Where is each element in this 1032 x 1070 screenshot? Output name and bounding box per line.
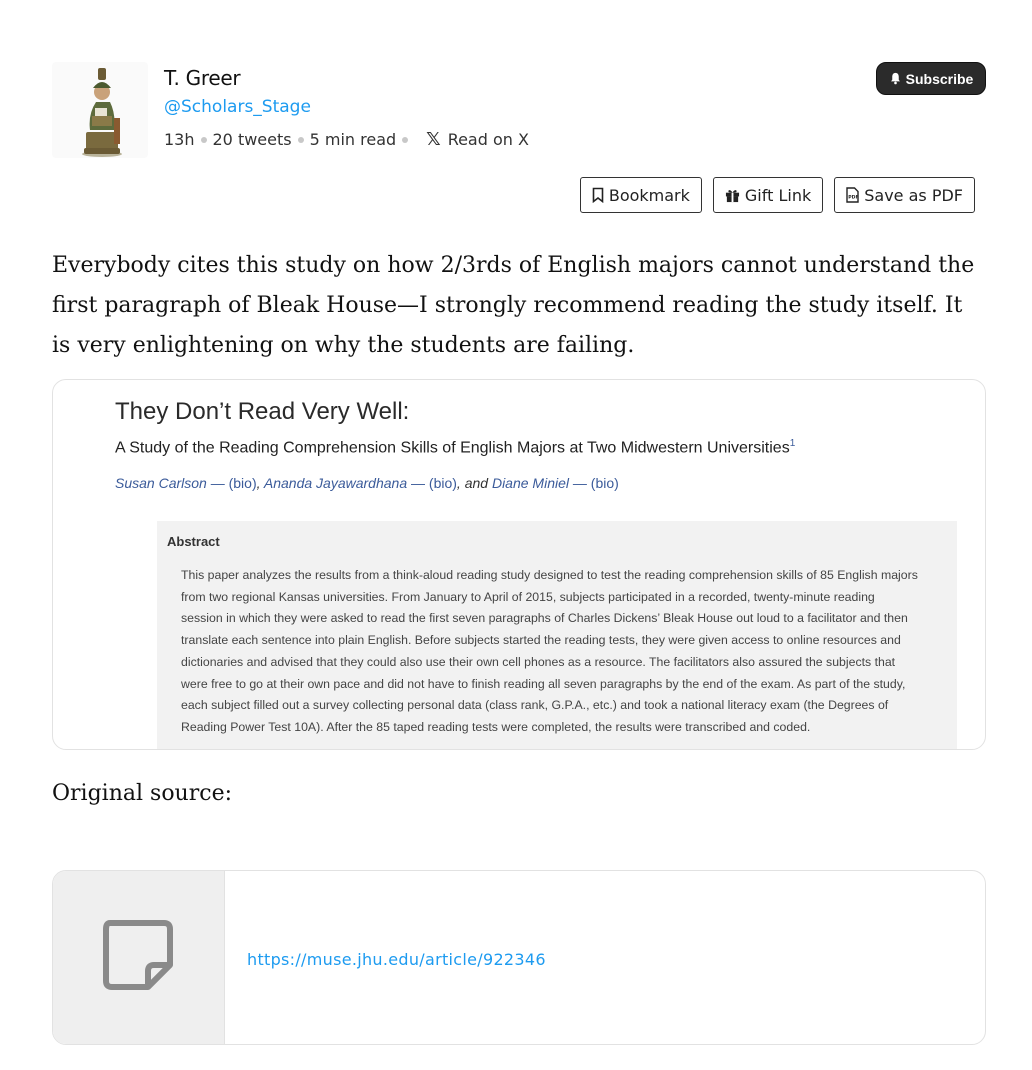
tweet-count: 20 tweets [212, 130, 292, 149]
avatar-statue-icon [52, 62, 148, 158]
read-time: 5 min read [309, 130, 397, 149]
paper-subtitle-text: A Study of the Reading Comprehension Skills of English Majors at Two Midwestern Universities [115, 439, 790, 457]
save-pdf-button[interactable] [834, 177, 975, 213]
link-url[interactable]: https://muse.jhu.edu/article/922346 [247, 950, 546, 969]
bio-link: (bio) [428, 475, 457, 491]
abstract-line: Reading Power Test 10A). After the 85 taped reading tests were completed, the results were transcribed and coded. [181, 719, 811, 734]
thread-header [52, 62, 986, 162]
separator-dot [298, 137, 304, 143]
subscribe-button[interactable] [876, 62, 986, 95]
document-placeholder-icon [102, 919, 174, 991]
bio-link: (bio) [590, 475, 619, 491]
post-time: 13h [164, 130, 195, 149]
author-link: Diane Miniel [491, 475, 569, 491]
paper-title: They Don’t Read Very Well: [115, 398, 410, 425]
bio-link: (bio) [228, 475, 257, 491]
embedded-image[interactable] [52, 379, 986, 750]
thread-meta [164, 129, 529, 150]
abstract-line: were free to go at their own pace and did not have to finish reading all seven paragraphs by the end of the exam. As part of the study, [181, 676, 906, 691]
abstract-line: This paper analyzes the results from a think-aloud reading study designed to test the reading comprehension skills of 85 English majors [181, 568, 918, 582]
separator-dot [402, 137, 408, 143]
gift-link-button[interactable] [713, 177, 823, 213]
author-handle[interactable]: @Scholars_Stage [164, 97, 311, 117]
bell-icon [889, 72, 902, 85]
paper-subtitle [115, 438, 795, 457]
pdf-file-icon [846, 187, 859, 203]
original-source-label: Original source: [52, 781, 232, 806]
author-link: Susan Carlson [115, 475, 207, 491]
author-name[interactable]: T. Greer [164, 66, 241, 90]
bookmark-label: Bookmark [608, 185, 690, 205]
footnote-marker: 1 [789, 438, 796, 449]
abstract-line: translate each sentence into plain English. Before subjects started the reading tests, they were given access to online resources and [181, 633, 901, 648]
read-on-x-link[interactable]: Read on X [447, 130, 529, 149]
x-logo-icon[interactable]: 𝕏 [426, 129, 441, 150]
tweet-text: Everybody cites this study on how 2/3rds of English majors cannot understand the first paragraph of Bleak House—I strongly recommend reading the study itself. It is very enlightening on why the students are failing. [52, 253, 975, 358]
abstract-line: dictionaries and advised that they could also use their own cell phones as a resource. The facilitators also assured the subjects that [181, 654, 896, 669]
link-preview-card[interactable] [52, 870, 986, 1045]
abstract-text [181, 565, 951, 739]
abstract-line: each subject filled out a survey collecting personal data (class rank, G.P.A., etc.) and took a national literacy exam (the Degrees of [181, 698, 889, 713]
action-bar [580, 177, 975, 213]
link-thumbnail [53, 871, 225, 1044]
author-link: Ananda Jayawardhana [263, 475, 408, 491]
bookmark-button[interactable] [580, 177, 702, 213]
abstract-line: session in which they were asked to read the first seven paragraphs of Charles Dickens’ Bleak House out loud to a facilitator and then [181, 611, 908, 626]
abstract-line: from two regional Kansas universities. From January to April of 2015, subjects participated in a recorded, twenty-minute reading [181, 589, 875, 604]
bookmark-icon [592, 187, 604, 203]
separator-dot [201, 137, 207, 143]
save-pdf-label: Save as PDF [864, 185, 963, 205]
paper-authors: Susan Carlson — (bio), Ananda Jayawardhana — (bio), and Diane Miniel — (bio) [115, 475, 619, 491]
abstract-label: Abstract [167, 534, 220, 549]
gift-link-label: Gift Link [744, 185, 812, 205]
subscribe-label: Subscribe [905, 70, 974, 87]
avatar[interactable] [52, 62, 148, 158]
abstract-box [157, 521, 957, 750]
svg-text:PDF: PDF [848, 195, 859, 201]
gift-icon [725, 188, 740, 203]
